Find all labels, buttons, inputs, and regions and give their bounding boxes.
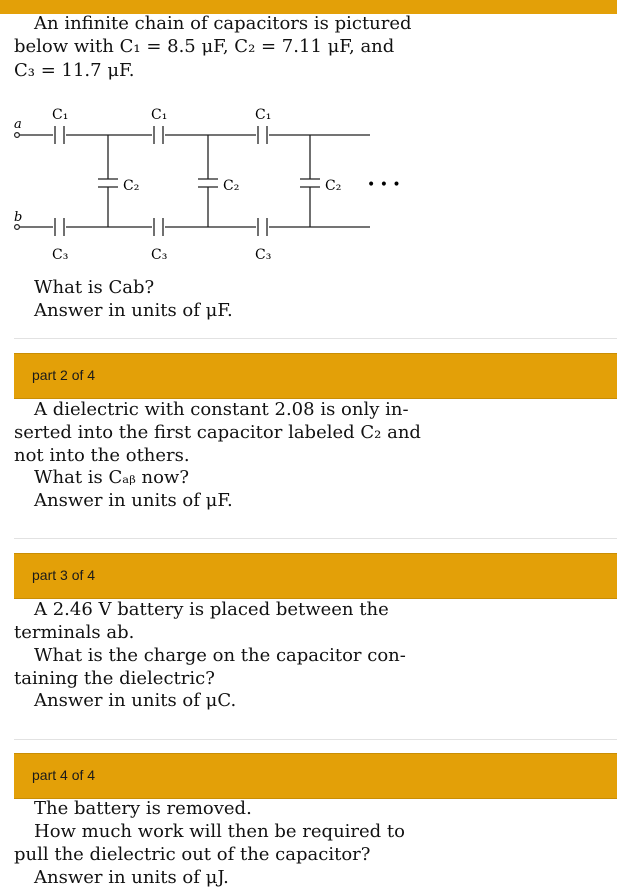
part2-answer-units: Answer in units of μF. xyxy=(34,490,233,511)
part3-line4: taining the dielectric? xyxy=(14,668,215,689)
divider xyxy=(14,338,617,339)
part2-line3: not into the others. xyxy=(14,445,190,466)
part2-question: What is Cₐᵦ now? xyxy=(34,467,189,488)
c3-label: C₃ xyxy=(151,247,168,263)
part2-header-label: part 2 of 4 xyxy=(32,367,96,383)
c2-label: C₂ xyxy=(223,178,240,194)
part3-line3: What is the charge on the capacitor con- xyxy=(34,645,406,666)
part3-answer-units: Answer in units of μC. xyxy=(34,690,237,711)
c3-label: C₃ xyxy=(255,247,272,263)
part4-header xyxy=(14,753,617,799)
part3-header-label: part 3 of 4 xyxy=(32,567,96,583)
divider xyxy=(14,538,617,539)
capacitor-chain-diagram xyxy=(0,100,617,275)
c1-label: C₁ xyxy=(151,107,168,123)
part4-line2: How much work will then be required to xyxy=(34,821,405,842)
part3-header xyxy=(14,553,617,599)
c3-label: C₃ xyxy=(52,247,69,263)
terminal-b-label: b xyxy=(14,210,23,225)
c1-label: C₁ xyxy=(255,107,272,123)
c2-label: C₂ xyxy=(123,178,140,194)
part4-header-label: part 4 of 4 xyxy=(32,767,96,783)
part4-answer-units: Answer in units of μJ. xyxy=(34,867,229,888)
part1-answer-units: Answer in units of μF. xyxy=(34,300,233,321)
part1-line2: below with C₁ = 8.5 μF, C₂ = 7.11 μF, and xyxy=(14,36,395,57)
part3-line2: terminals ab. xyxy=(14,622,135,643)
part1-question: What is Cab? xyxy=(34,277,155,298)
part2-line1: A dielectric with constant 2.08 is only in- xyxy=(34,399,409,420)
part1-line3: C₃ = 11.7 μF. xyxy=(14,60,135,81)
ellipsis-icon: • • • xyxy=(367,177,401,193)
c1-label: C₁ xyxy=(52,107,69,123)
c2-label: C₂ xyxy=(325,178,342,194)
part1-line1: An infinite chain of capacitors is pictured xyxy=(34,13,412,34)
terminal-b-node xyxy=(15,225,20,230)
part4-line3: pull the dielectric out of the capacitor? xyxy=(14,844,371,865)
part3-line1: A 2.46 V battery is placed between the xyxy=(34,599,389,620)
part2-header xyxy=(14,353,617,399)
terminal-a-label: a xyxy=(14,117,22,132)
part2-line2: serted into the first capacitor labeled C₂ and xyxy=(14,422,421,443)
part4-line1: The battery is removed. xyxy=(34,798,252,819)
terminal-a-node xyxy=(15,133,20,138)
divider xyxy=(14,739,617,740)
